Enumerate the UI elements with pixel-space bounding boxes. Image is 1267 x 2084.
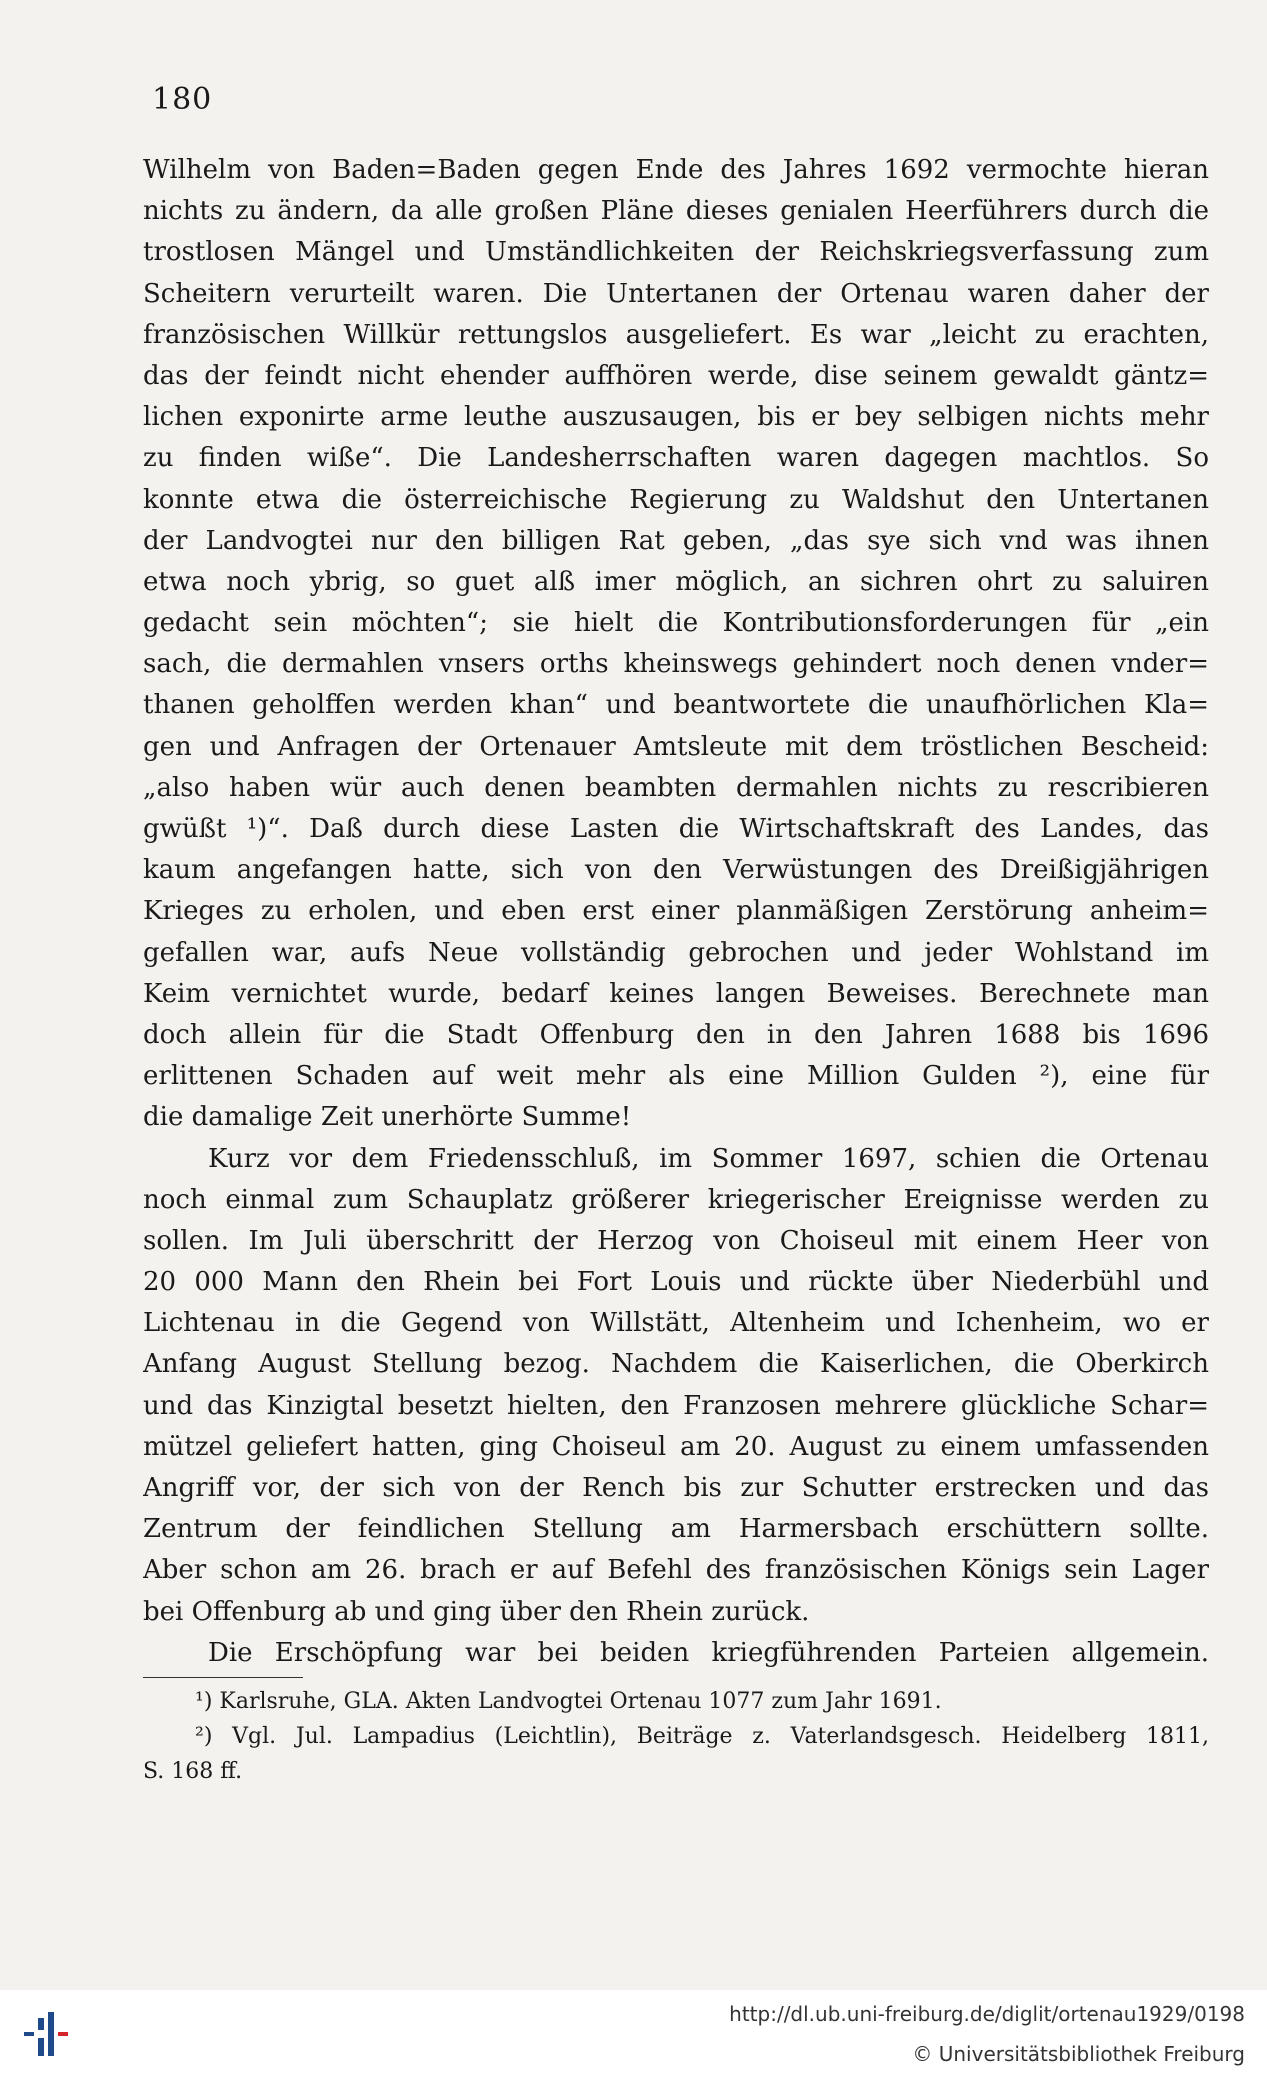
text-line: nichts zu ändern, da alle großen Pläne dieses genialen Heerführers durch die: [143, 196, 1209, 227]
text-line: thanen geholffen werden khan“ und beantwortete die unaufhörlichen Kla=: [143, 690, 1209, 721]
text-line: gwüßt ¹)“. Daß durch diese Lasten die Wirtschaftskraft des Landes, das: [143, 814, 1209, 844]
ub-freiburg-logo-icon: [20, 2004, 80, 2064]
text-line: der Landvogtei nur den billigen Rat geben, „das sye sich vnd was ihnen: [143, 525, 1209, 556]
footnote-divider: [143, 1677, 303, 1678]
text-line: gedacht sein möchten“; sie hielt die Kontributionsforderungen für „ein: [143, 608, 1209, 639]
text-line: erlittenen Schaden auf weit mehr als eine Million Gulden ²), eine für: [143, 1061, 1209, 1092]
text-line: doch allein für die Stadt Offenburg den in den Jahren 1688 bis 1696: [143, 1019, 1209, 1050]
footnotes: [143, 1684, 1209, 1789]
text-line: die damalige Zeit unerhörte Summe!: [143, 1102, 632, 1133]
text-line: 20 000 Mann den Rhein bei Fort Louis und rückte über Niederbühl und: [143, 1267, 1209, 1298]
text-line: mützel geliefert hatten, ging Choiseul am 20. August zu einem umfassenden: [143, 1431, 1209, 1462]
text-line: sach, die dermahlen vnsers orths kheinswegs gehindert noch denen vnder=: [143, 649, 1209, 680]
text-line: Lichtenau in die Gegend von Willstätt, Altenheim und Ichenheim, wo er: [143, 1308, 1209, 1339]
text-line: gefallen war, aufs Neue vollständig gebrochen und jeder Wohlstand im: [143, 937, 1209, 968]
text-line: Keim vernichtet wurde, bedarf keines langen Beweises. Berechnete man: [143, 978, 1209, 1009]
text-line: Zentrum der feindlichen Stellung am Harmersbach erschüttern sollte.: [143, 1514, 1209, 1545]
text-line: Krieges zu erholen, und eben erst einer planmäßigen Zerstörung anheim=: [143, 896, 1209, 927]
text-line: das der feindt nicht ehender auffhören werde, dise seinem gewaldt gäntz=: [143, 360, 1209, 391]
text-line: etwa noch ybrig, so guet alß imer möglich, an sichren ohrt zu saluiren: [143, 566, 1209, 597]
text-line: „also haben wür auch denen beambten dermahlen nichts zu rescribieren: [143, 772, 1209, 803]
text-line: Scheitern verurteilt waren. Die Untertanen der Ortenau waren daher der: [143, 278, 1209, 309]
text-line: französischen Willkür rettungslos ausgeliefert. Es war „leicht zu erachten,: [143, 319, 1209, 350]
text-line: bei Offenburg ab und ging über den Rhein zurück.: [143, 1596, 810, 1627]
source-url-link[interactable]: http://dl.ub.uni-freiburg.de/diglit/ortenau1929/0198: [729, 2002, 1245, 2026]
text-line: trostlosen Mängel und Umständlichkeiten der Reichskriegsverfassung zum: [143, 237, 1209, 268]
body-text: [143, 150, 1209, 1674]
text-line: gen und Anfragen der Ortenauer Amtsleute mit dem tröstlichen Bescheid:: [143, 731, 1209, 762]
text-line: Aber schon am 26. brach er auf Befehl des französischen Königs sein Lager: [143, 1555, 1209, 1586]
footnote-2: ²) Vgl. Jul. Lampadius (Leichtlin), Beiträge z. Vaterlandsgesch. Heidelberg 1811,: [195, 1724, 1209, 1749]
text-line: und das Kinzigtal besetzt hielten, den Franzosen mehrere glückliche Schar=: [143, 1390, 1209, 1421]
text-line: Angriff vor, der sich von der Rench bis zur Schutter erstrecken und das: [143, 1473, 1209, 1503]
copyright-text: © Universitätsbibliothek Freiburg: [912, 2042, 1245, 2066]
text-line: konnte etwa die österreichische Regierung zu Waldshut den Untertanen: [143, 484, 1209, 515]
text-line: noch einmal zum Schauplatz größerer kriegerischer Ereignisse werden zu: [143, 1184, 1209, 1215]
footer: [0, 1990, 1267, 2084]
text-line: Kurz vor dem Friedensschluß, im Sommer 1697, schien die Ortenau: [208, 1143, 1209, 1174]
footnote-2-continuation: S. 168 ff.: [143, 1759, 243, 1784]
text-line: kaum angefangen hatte, sich von den Verwüstungen des Dreißigjährigen: [143, 855, 1209, 886]
text-line: lichen exponirte arme leuthe auszusaugen, bis er bey selbigen nichts mehr: [143, 402, 1209, 433]
text-line: Anfang August Stellung bezog. Nachdem die Kaiserlichen, die Oberkirch: [143, 1349, 1209, 1380]
footnote-1: ¹) Karlsruhe, GLA. Akten Landvogtei Ortenau 1077 zum Jahr 1691.: [195, 1689, 942, 1714]
text-line: sollen. Im Juli überschritt der Herzog von Choiseul mit einem Heer von: [143, 1225, 1209, 1256]
text-line: Wilhelm von Baden=Baden gegen Ende des Jahres 1692 vermochte hieran: [143, 155, 1209, 185]
text-line: Die Erschöpfung war bei beiden kriegführenden Parteien allgemein.: [208, 1637, 1209, 1668]
page-number: 180: [152, 82, 213, 117]
text-line: zu finden wiße“. Die Landesherrschaften waren dagegen machtlos. So: [143, 443, 1209, 474]
